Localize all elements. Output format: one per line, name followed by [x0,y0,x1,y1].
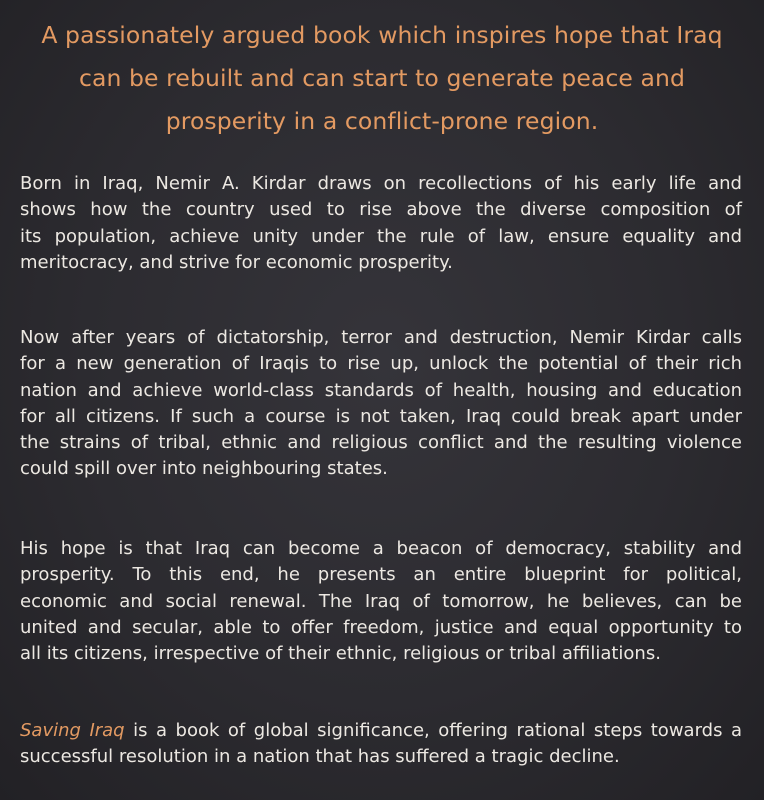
p3-line-5: all its citizens, irrespective of their ethnic, religious or tribal affiliations. [20,643,661,665]
p2-line-2: for a new generation of Iraqis to rise up, unlock the potential of their rich [20,353,742,375]
p3-line-2: prosperity. To this end, he presents an entire blueprint for political, [20,564,742,586]
p3-line-3: economic and social renewal. The Iraq of tomorrow, he believes, can be [20,590,742,612]
tagline [30,14,734,143]
tagline-line-2: can be rebuilt and can start to generate peace and [78,64,686,92]
p1-line-1: Born in Iraq, Nemir A. Kirdar draws on recollections of his early life and [20,173,742,194]
paragraph-call-to-action [20,325,742,483]
p2-line-6: could spill over into neighbouring states. [20,458,388,480]
tagline-line-1: A passionately argued book which inspires hope that Iraq [41,21,723,49]
book-title: Saving Iraq [20,720,125,741]
p2-line-5: the strains of tribal, ethnic and religious conflict and the resulting violence [20,432,742,454]
p4-line-2: successful resolution in a nation that has suffered a tragic decline. [20,746,620,768]
paragraph-hope [20,536,742,667]
p3-line-4: united and secular, able to offer freedom, justice and equal opportunity to [20,616,742,638]
p4-line-1-rest: is a book of global significance, offering rational steps towards a [124,720,742,741]
paragraph-significance [20,718,742,771]
p1-line-2: shows how the country used to rise above the diverse composition of [20,199,742,221]
p1-line-4: meritocracy, and strive for economic prosperity. [20,251,453,273]
p3-line-1: His hope is that Iraq can become a beacon of democracy, stability and [20,538,742,559]
p1-line-3: its population, achieve unity under the rule of law, ensure equality and [20,225,742,247]
p2-line-1: Now after years of dictatorship, terror and destruction, Nemir Kirdar calls [20,327,742,348]
p4-line-1 [20,718,742,744]
p2-line-4: for all citizens. If such a course is not taken, Iraq could break apart under [20,405,742,427]
p2-line-3: nation and achieve world-class standards of health, housing and education [20,379,742,401]
paragraph-author-background [20,171,742,276]
tagline-line-3: prosperity in a conflict-prone region. [165,107,599,135]
